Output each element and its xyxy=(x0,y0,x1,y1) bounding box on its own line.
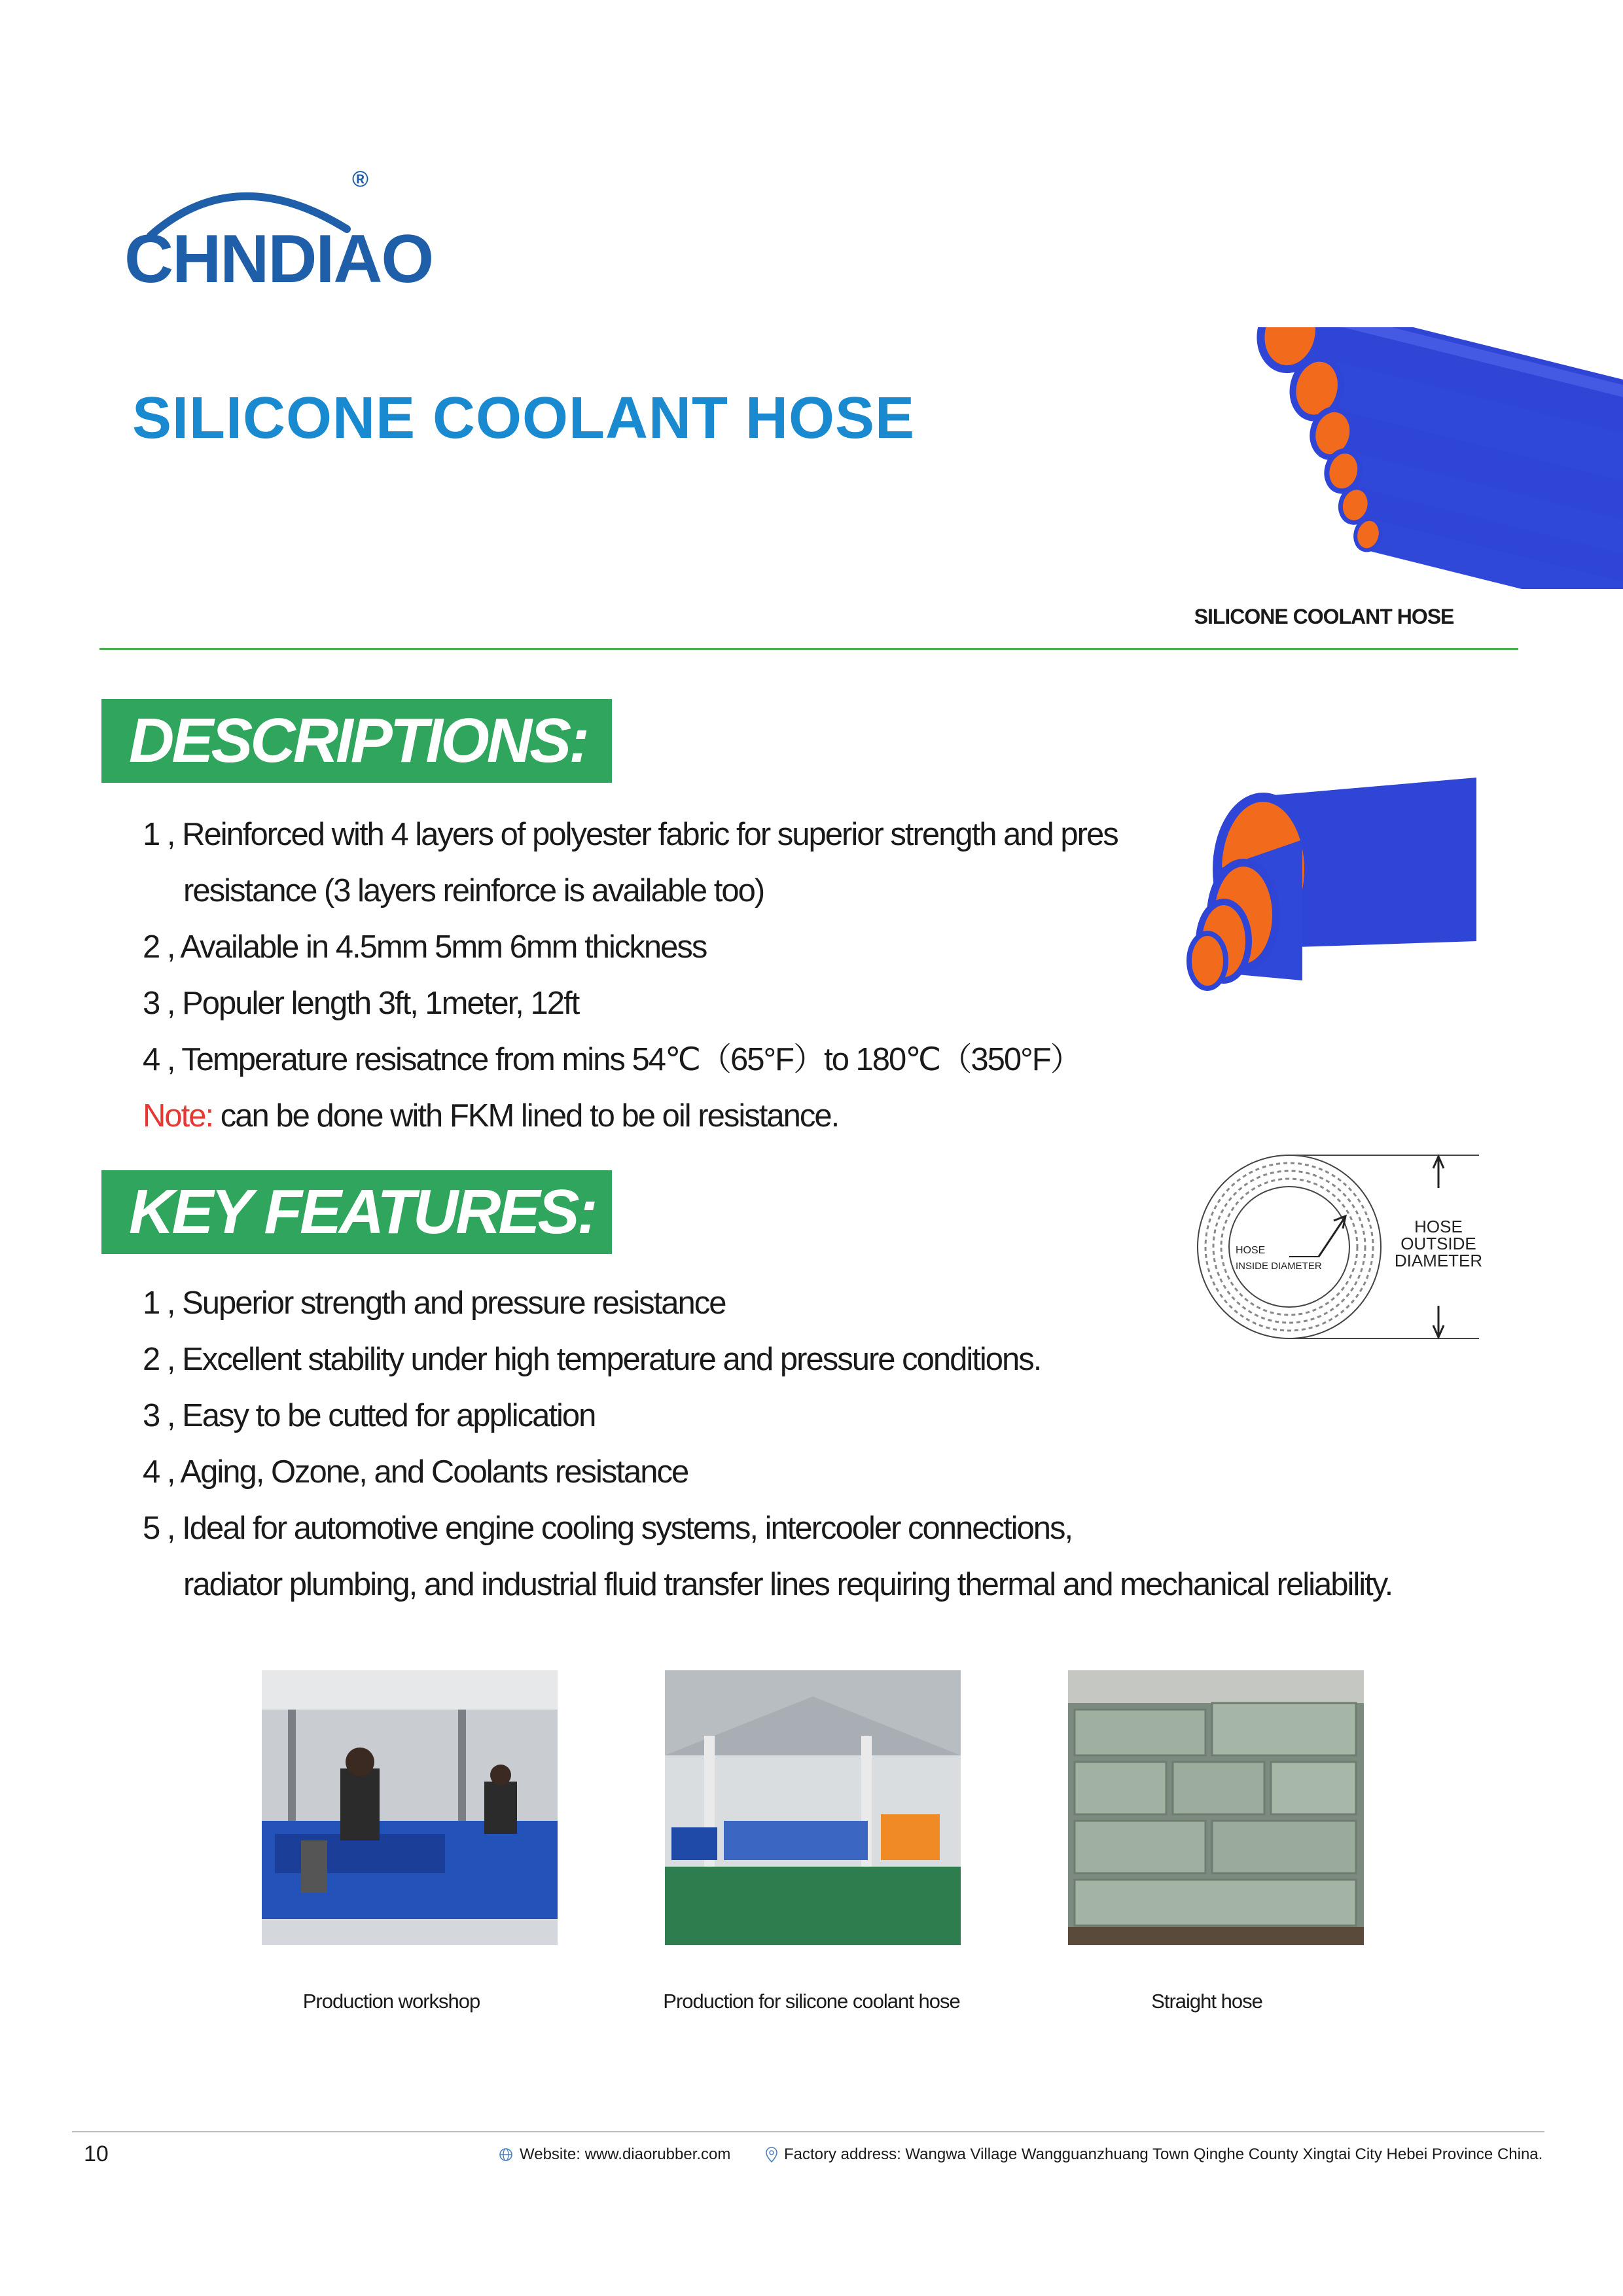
list-item: 2 , Available in 4.5mm 5mm 6mm thickness xyxy=(143,929,707,965)
list-item: 5 , Ideal for automotive engine cooling systems, intercooler connections, xyxy=(143,1511,1073,1546)
address-text: Factory address: Wangwa Village Wangguanzhuang Town Qinghe County Xingtai City Hebei Province China. xyxy=(784,2145,1543,2163)
globe-icon xyxy=(499,2147,513,2162)
list-item: radiator plumbing, and industrial fluid transfer lines requiring thermal and mechanical reliability. xyxy=(183,1567,1393,1602)
hose-stack-image xyxy=(1171,778,1476,994)
outside-diameter-label-1: HOSE xyxy=(1414,1217,1463,1236)
footer-website[interactable] xyxy=(499,2145,730,2164)
registered-mark: ® xyxy=(352,167,369,192)
list-item: 1 , Reinforced with 4 layers of polyester fabric for superior strength and pres xyxy=(143,817,1118,852)
hose-diameter-diagram xyxy=(1191,1149,1531,1345)
list-item: 4 , Aging, Ozone, and Coolants resistance xyxy=(143,1454,688,1490)
descriptions-list xyxy=(143,806,1177,1144)
list-item: 1 , Superior strength and pressure resistance xyxy=(143,1285,726,1321)
photo-caption: Production workshop xyxy=(302,1990,480,2013)
hero-caption: SILICONE COOLANT HOSE xyxy=(1194,605,1454,628)
photo-caption: Straight hose xyxy=(1151,1990,1262,2013)
outside-diameter-label-2: OUTSIDE xyxy=(1400,1234,1476,1253)
page-number: 10 xyxy=(84,2142,109,2166)
footer-address xyxy=(766,2145,1543,2164)
note-label: Note: xyxy=(143,1098,213,1134)
note-line xyxy=(143,1088,1177,1144)
page-title: SILICONE COOLANT HOSE xyxy=(132,386,916,451)
inside-diameter-label-2: INSIDE DIAMETER xyxy=(1236,1261,1322,1272)
photo-caption: Production for silicone coolant hose xyxy=(663,1990,960,2013)
footer-divider xyxy=(72,2131,1544,2132)
company-logo xyxy=(124,167,433,297)
hero-hose-image xyxy=(1171,327,1623,589)
inside-diameter-label-1: HOSE xyxy=(1236,1245,1266,1256)
workshop-photo xyxy=(262,1670,558,1945)
list-item: resistance (3 layers reinforce is available too) xyxy=(183,873,764,908)
outside-diameter-label-3: DIAMETER xyxy=(1394,1251,1483,1270)
factory-floor-photo xyxy=(665,1670,961,1945)
website-text: Website: www.diaorubber.com xyxy=(520,2145,731,2163)
note-text: can be done with FKM lined to be oil resistance. xyxy=(213,1098,839,1134)
list-item: 3 , Populer length 3ft, 1meter, 12ft xyxy=(143,986,579,1021)
list-item: 4 , Temperature resisatnce from mins 54℃（65°F）to 180℃（350°F） xyxy=(143,1042,1081,1077)
section-divider xyxy=(99,648,1518,650)
list-item: 3 , Easy to be cutted for application xyxy=(143,1398,596,1433)
logo-wordmark: CHNDIAO xyxy=(124,221,433,297)
descriptions-heading: DESCRIPTIONS: xyxy=(101,699,612,783)
key-features-heading: KEY FEATURES: xyxy=(101,1170,612,1254)
list-item: 2 , Excellent stability under high temperature and pressure conditions. xyxy=(143,1342,1041,1377)
packaged-hose-photo xyxy=(1068,1670,1364,1945)
location-pin-icon xyxy=(766,2147,777,2162)
